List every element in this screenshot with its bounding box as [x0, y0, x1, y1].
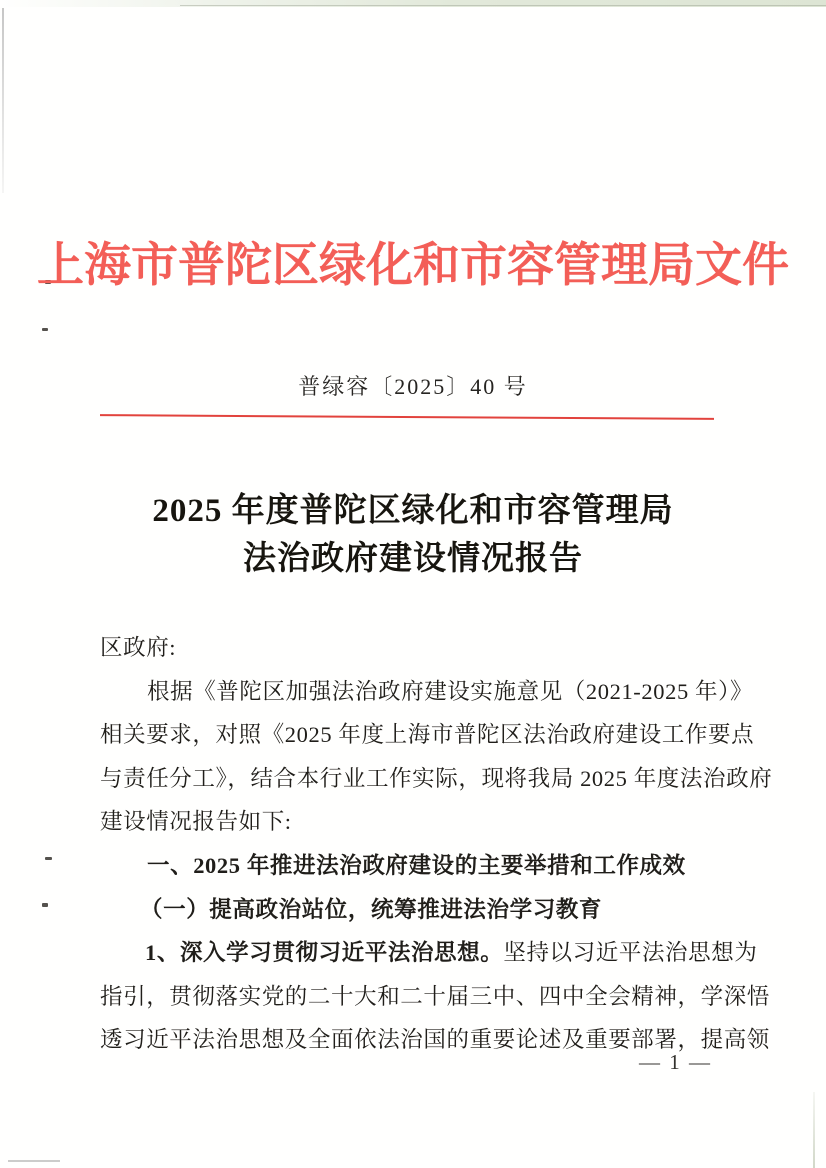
letterhead-red-rule [100, 414, 714, 420]
section-heading: 一、2025 年推进法治政府建设的主要举措和工作成效 [147, 852, 686, 878]
paragraph-line [100, 931, 758, 975]
letterhead-title: 上海市普陀区绿化和市容管理局文件 [37, 240, 789, 292]
salutation: 区政府: [100, 635, 177, 660]
document-number: 普绿容〔2025〕40 号 [298, 374, 528, 399]
paragraph-line: 相关要求，对照《2025 年度上海市普陀区法治政府建设工作要点 [100, 722, 755, 748]
paragraph-line: 建设情况报告如下: [100, 809, 292, 835]
paragraph-line: 根据《普陀区加强法治政府建设实施意见（2021-2025 年）》 [147, 678, 754, 704]
subsection-heading: （一）提高政治站位，统筹推进法治学习教育 [140, 896, 603, 922]
scan-speck [45, 857, 52, 860]
scan-artifact-right-edge-line [813, 1092, 815, 1168]
document-body [100, 626, 773, 1062]
paragraph-line: 与责任分工》，结合本行业工作实际，现将我局 2025 年度法治政府 [100, 765, 773, 791]
paragraph-lead-rest: 坚持以习近平法治思想为 [503, 940, 758, 966]
scan-speck [42, 328, 48, 331]
paragraph-line: 指引，贯彻落实党的二十大和二十届三中、四中全会精神，学深悟 [100, 983, 770, 1009]
paragraph-line: 透习近平法治思想及全面依法治国的重要论述及重要部署，提高领 [100, 1027, 770, 1053]
scan-artifact-left-edge-line [2, 8, 4, 193]
document-title-line-1: 2025 年度普陀区绿化和市容管理局 [152, 493, 674, 529]
paragraph-lead-bold: 1、深入学习贯彻习近平法治思想。 [145, 940, 504, 966]
scan-artifact-top-line [180, 5, 826, 6]
page-number: — 1 — [639, 1050, 712, 1074]
document-title-line-2: 法治政府建设情况报告 [243, 541, 583, 577]
scan-speck [42, 903, 48, 907]
document-title [0, 487, 826, 583]
scan-artifact-bottom-left-line [8, 1160, 60, 1162]
